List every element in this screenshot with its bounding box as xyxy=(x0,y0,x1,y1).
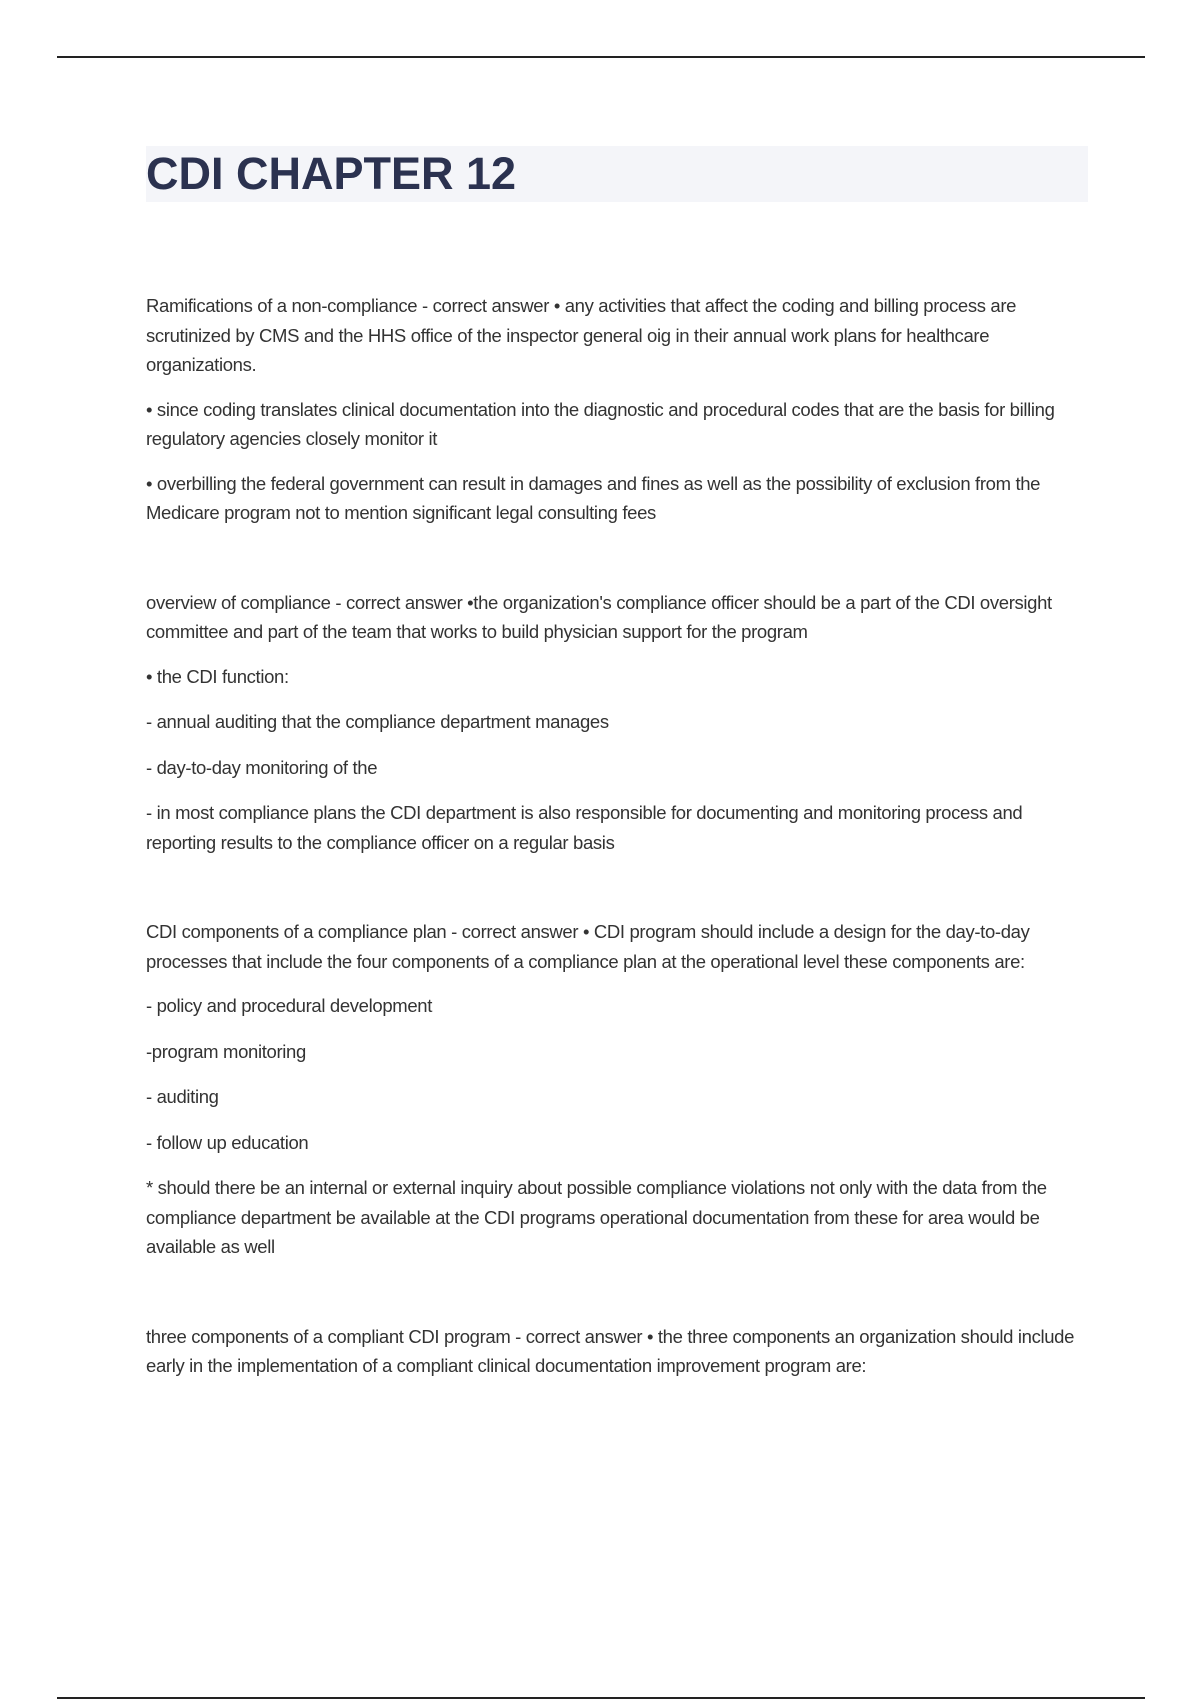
dash-list-item: - follow up education xyxy=(146,1131,309,1153)
dash-list-item: - day-to-day monitoring of the xyxy=(146,756,378,778)
dash-list-item: - in most compliance plans the CDI department is also responsible for documenting and monitoring process and reporting results to the compliance officer on a regular basis xyxy=(146,802,1023,853)
section-three-components-compliant-cdi xyxy=(146,1322,1096,1381)
note-paragraph: * should there be an internal or external inquiry about possible compliance violations not only with the data from the compliance department be available at the CDI programs operational documentation from these for area would be available as well xyxy=(146,1177,1047,1257)
dash-list-item: - auditing xyxy=(146,1086,219,1107)
document-title: CDI CHAPTER 12 xyxy=(146,148,517,199)
dash-list-item: - annual auditing that the compliance department manages xyxy=(146,711,609,732)
term-definition-paragraph: three components of a compliant CDI program - correct answer • the three components an organization should include early in the implementation of a compliant clinical documentation improvement program are: xyxy=(146,1325,1075,1376)
top-horizontal-rule xyxy=(57,56,1145,58)
term-definition-paragraph: overview of compliance - correct answer •the organization's compliance officer should be a part of the CDI oversight committee and part of the team that works to build physician support for the program xyxy=(146,591,1052,642)
document-body xyxy=(146,291,1096,1396)
bullet-paragraph: • overbilling the federal government can result in damages and fines as well as the possibility of exclusion from the Medicare program not to mention significant legal consulting fees xyxy=(146,472,1041,523)
bullet-paragraph: • since coding translates clinical documentation into the diagnostic and procedural codes that are the basis for billing regulatory agencies closely monitor it xyxy=(146,398,1055,449)
section-spacer xyxy=(146,872,1096,917)
dash-list-item: - policy and procedural development xyxy=(146,995,432,1016)
section-cdi-components-compliance-plan xyxy=(146,917,1096,1262)
bottom-horizontal-rule xyxy=(57,1697,1145,1699)
dash-list-item: -program monitoring xyxy=(146,1040,306,1062)
section-spacer xyxy=(146,543,1096,588)
bullet-paragraph: • the CDI function: xyxy=(146,665,289,687)
section-ramifications-non-compliance xyxy=(146,291,1096,528)
term-definition-paragraph: Ramifications of a non-compliance - correct answer • any activities that affect the coding and billing process are scrutinized by CMS and the HHS office of the inspector general oig in their annual work plans for healthcare organizations. xyxy=(146,295,1017,375)
section-spacer xyxy=(146,1277,1096,1322)
section-overview-of-compliance xyxy=(146,588,1096,858)
term-definition-paragraph: CDI components of a compliance plan - correct answer • CDI program should include a design for the day-to-day processes that include the four components of a compliance plan at the operational level these components are: xyxy=(146,921,1030,972)
